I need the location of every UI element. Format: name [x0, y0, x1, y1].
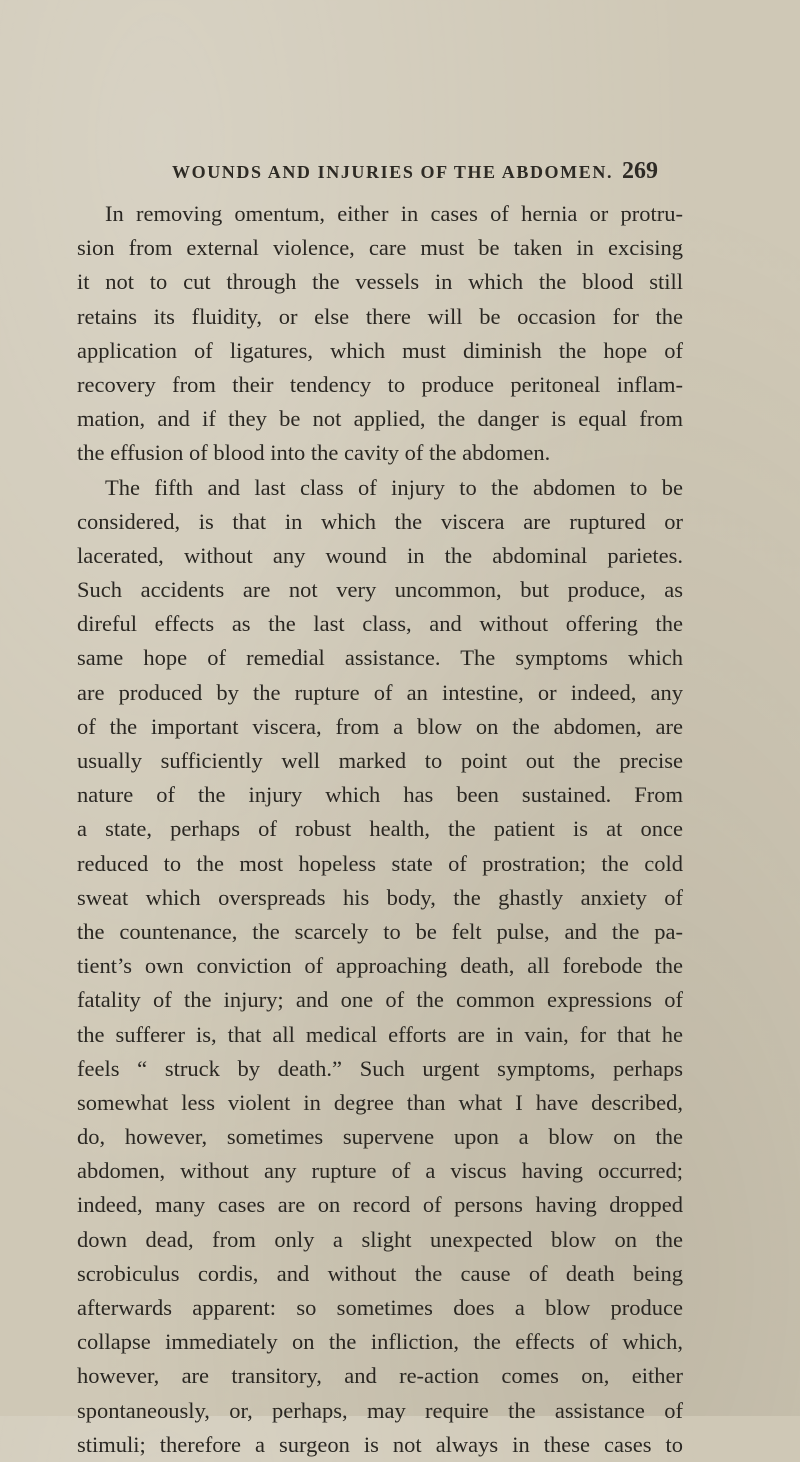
text-line: The fifth and last class of injury to the abdomen to be	[105, 474, 683, 500]
text-line: direful effects as the last class, and without offering the	[77, 611, 683, 637]
text-line: same hope of remedial assistance. The symptoms which	[77, 645, 683, 671]
text-line: indeed, many cases are on record of persons having dropped	[77, 1192, 683, 1218]
text-line: afterwards apparent: so sometimes does a blow produce	[77, 1295, 683, 1320]
text-line: it not to cut through the vessels in which the blood still	[77, 269, 683, 295]
body-text	[77, 197, 683, 1462]
text-line: the countenance, the scarcely to be felt pulse, and the pa-	[77, 918, 683, 944]
text-line: sion from external violence, care must be taken in excising	[77, 235, 683, 261]
text-line: spontaneously, or, perhaps, may require the assistance of	[77, 1397, 683, 1423]
text-line: retains its fluidity, or else there will be occasion for the	[77, 303, 683, 329]
text-line: nature of the injury which has been sustained. From	[77, 782, 683, 808]
text-line: do, however, sometimes supervene upon a blow on the	[77, 1124, 683, 1150]
text-line: considered, is that in which the viscera are ruptured or	[77, 508, 683, 534]
text-line: stimuli; therefore a surgeon is not always in these cases to	[77, 1431, 683, 1457]
text-line: tient’s own conviction of approaching death, all forebode the	[77, 953, 683, 979]
text-line: feels “ struck by death.” Such urgent symptoms, perhaps	[77, 1055, 683, 1081]
page-number: 269	[622, 158, 658, 184]
text-line: the effusion of blood into the cavity of the abdomen.	[77, 440, 551, 466]
text-line: collapse immediately on the infliction, the effects of which,	[77, 1329, 683, 1355]
text-line: fatality of the injury; and one of the common expressions of	[77, 987, 683, 1013]
text-line: somewhat less violent in degree than what I have described,	[77, 1089, 683, 1115]
text-line: however, are transitory, and re-action comes on, either	[77, 1363, 683, 1389]
text-line: reduced to the most hopeless state of prostration; the cold	[77, 850, 683, 876]
text-line: Such accidents are not very uncommon, but produce, as	[77, 577, 683, 603]
text-line: are produced by the rupture of an intestine, or indeed, any	[77, 679, 683, 705]
text-line: application of ligatures, which must diminish the hope of	[77, 337, 683, 363]
text-line: abdomen, without any rupture of a viscus having occurred;	[77, 1158, 683, 1184]
text-line: mation, and if they be not applied, the danger is equal from	[77, 406, 683, 432]
text-line: sweat which overspreads his body, the ghastly anxiety of	[77, 884, 683, 910]
text-line: down dead, from only a slight unexpected blow on the	[77, 1226, 683, 1252]
text-line: a state, perhaps of robust health, the patient is at once	[77, 816, 683, 842]
text-line: lacerated, without any wound in the abdominal parietes.	[77, 542, 683, 568]
running-head: WOUNDS AND INJURIES OF THE ABDOMEN.	[172, 162, 614, 182]
text-line: of the important viscera, from a blow on the abdomen, are	[77, 713, 683, 739]
text-line: scrobiculus cordis, and without the cause of death being	[77, 1260, 683, 1286]
text-line: In removing omentum, either in cases of hernia or protru-	[105, 201, 683, 226]
text-line: the sufferer is, that all medical efforts are in vain, for that he	[77, 1021, 683, 1047]
text-line: recovery from their tendency to produce peritoneal inflam-	[77, 371, 683, 397]
text-line: usually sufficiently well marked to point out the precise	[77, 748, 683, 773]
